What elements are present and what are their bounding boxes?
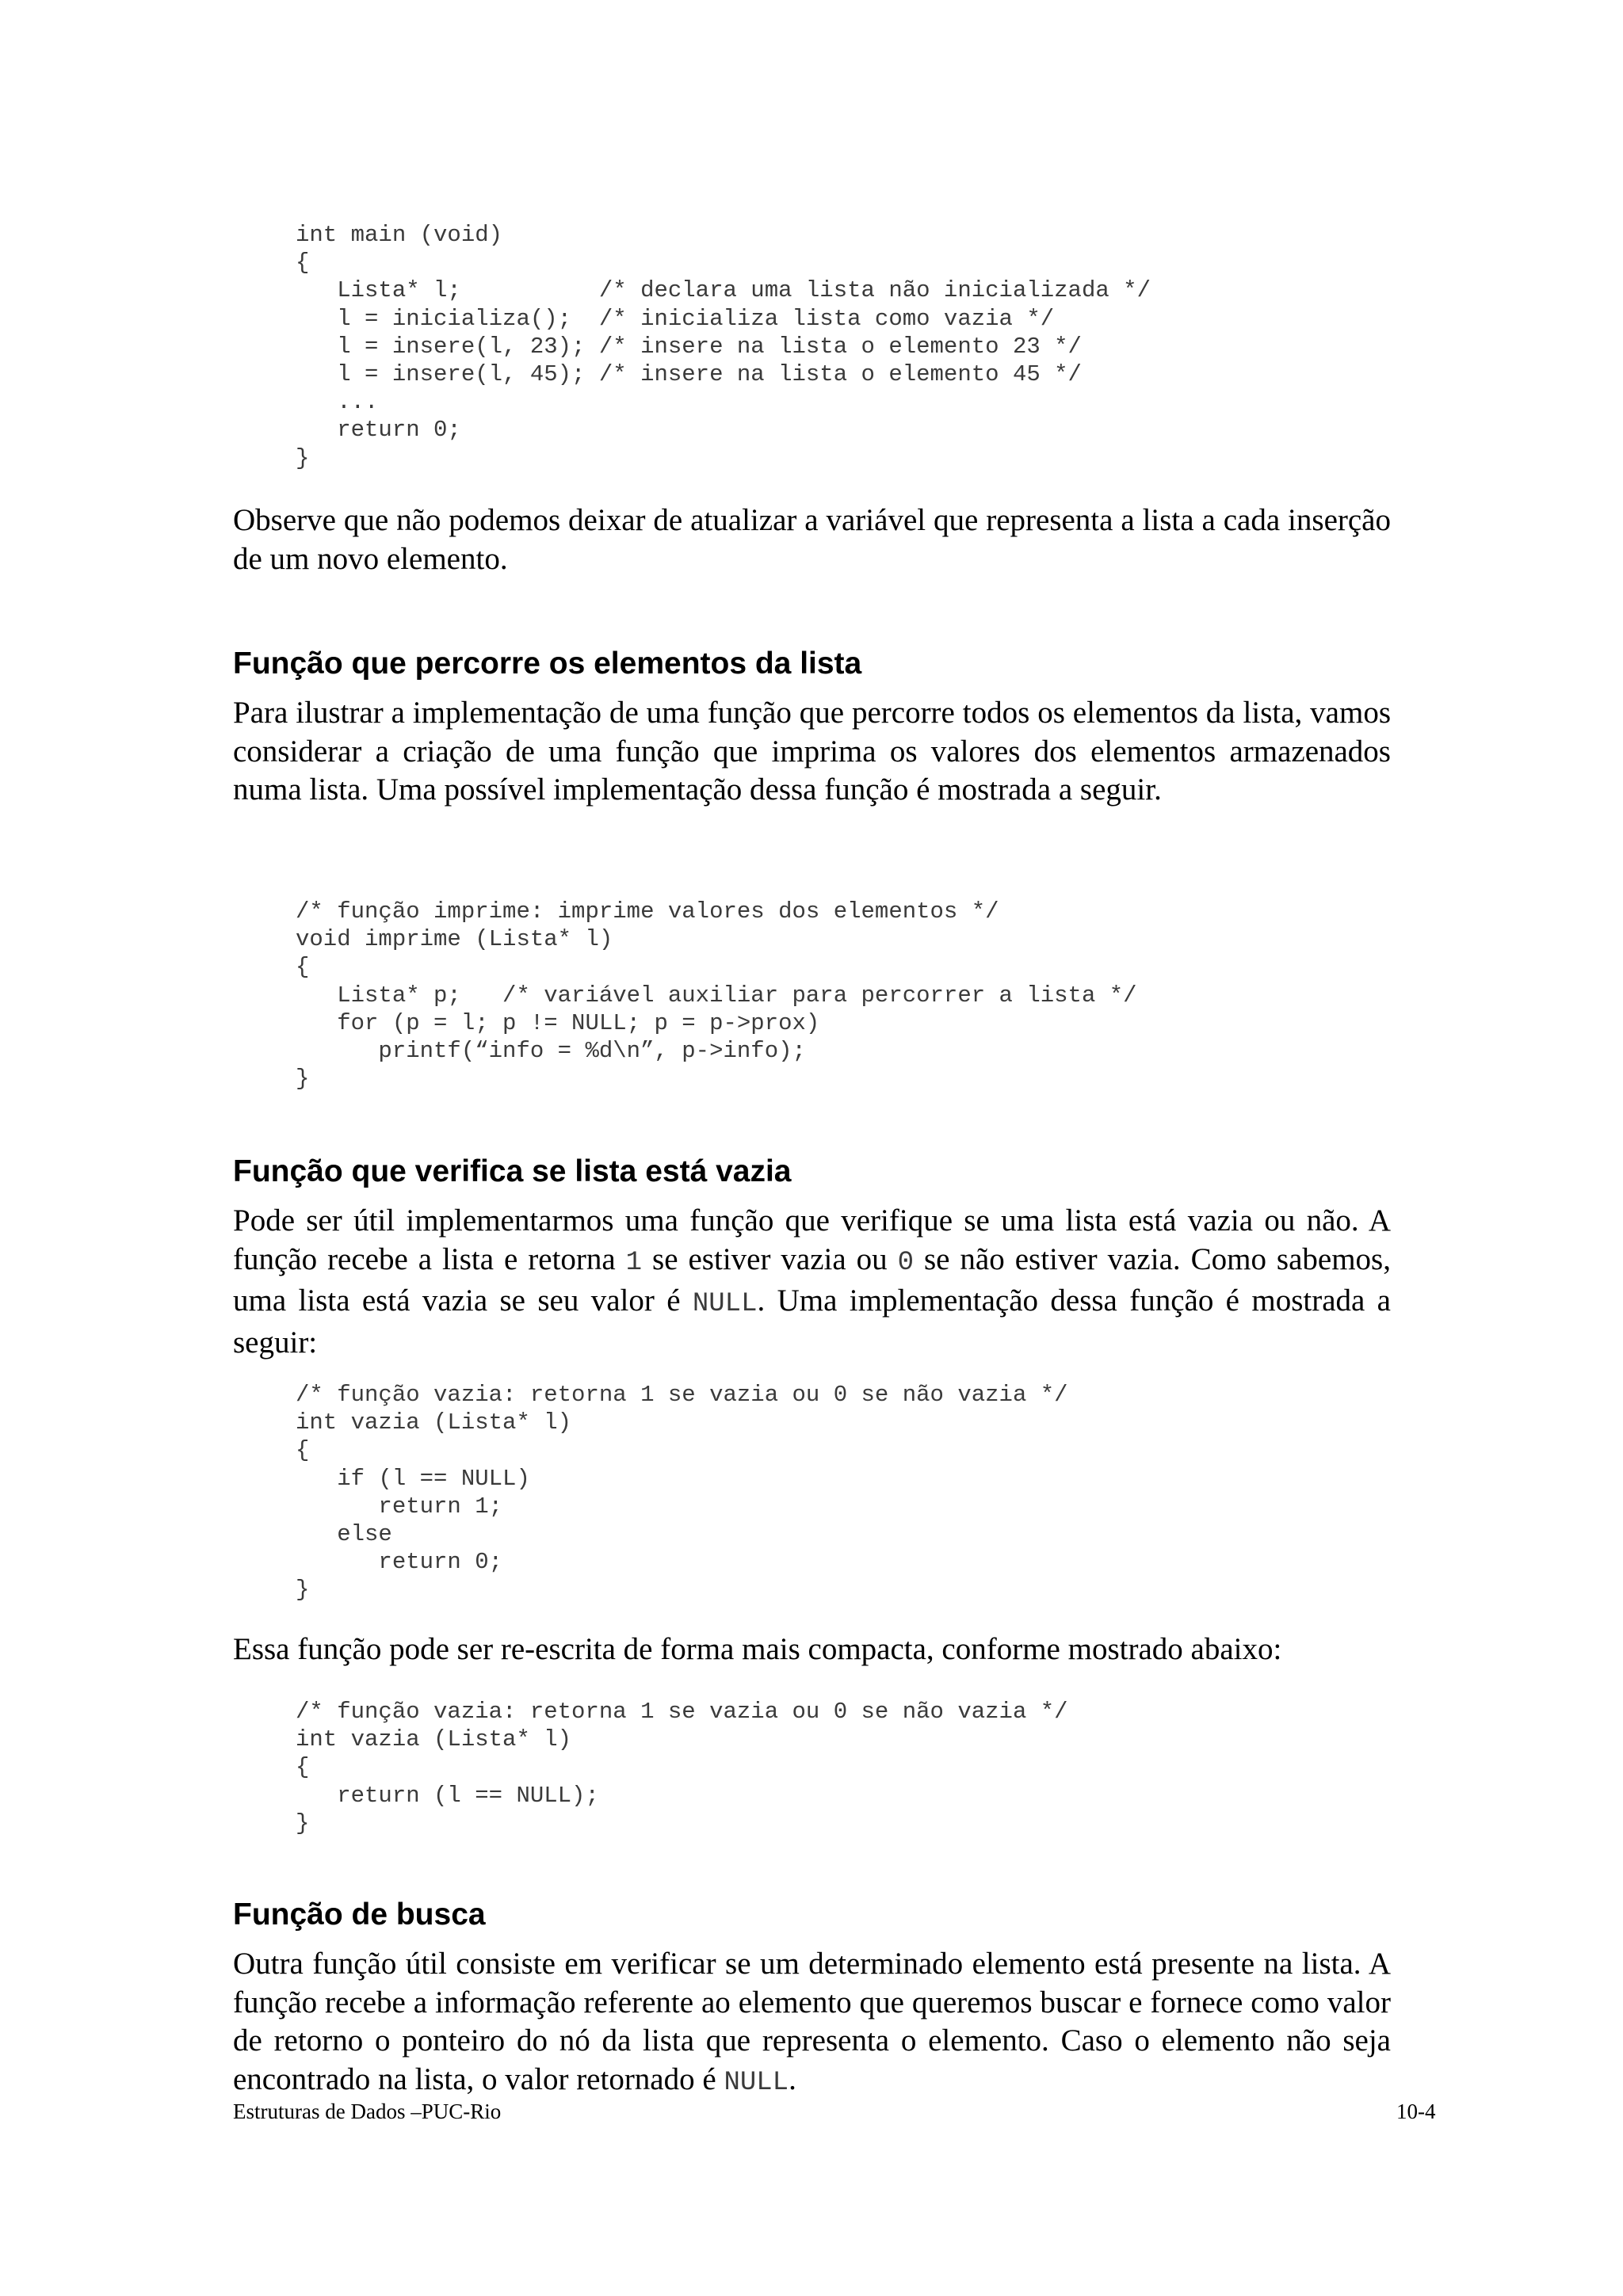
paragraph-compacta: Essa função pode ser re-escrita de forma mais compacta, conforme mostrado abaixo: [233,1632,1282,1666]
code-block-main: int main (void) { Lista* l; /* declara uma lista não inicializada */ l = inicializa(); /* inicializa lista como vazia */ l = insere(l, 23); /* insere na lista o elemento 23 */ l = insere(l, 45); /* insere na lista o elemento 45 */ ... return 0; } [296,222,1151,471]
paragraph-busca [233,1945,1391,2102]
footer-title: Estruturas de Dados –PUC-Rio [233,2100,502,2123]
paragraph-vazia-text-1: Pode ser útil implementarmos uma função que verifique se uma lista está vazia ou não. A função recebe a lista e retorna [233,1203,1391,1276]
paragraph-observe: Observe que não podemos deixar de atualizar a variável que representa a lista a cada inserção de um novo elemento. [233,503,1391,576]
inline-code-zero: 0 [897,1247,915,1278]
code-block-vazia: /* função vazia: retorna 1 se vazia ou 0 se não vazia */ int vazia (Lista* l) { if (l == NULL) return 1; else return 0; } [296,1382,1068,1604]
inline-code-one: 1 [625,1247,643,1278]
page-number: 10-4 [1396,2100,1436,2123]
paragraph-busca-text-2: . [789,2061,796,2096]
inline-code-null: NULL [692,1289,758,1319]
heading-funcao-busca: Função de busca [233,1897,486,1932]
inline-code-null: NULL [724,2067,789,2098]
heading-percorre-elementos: Função que percorre os elementos da lista [233,646,862,681]
paragraph-busca-text-1: Outra função útil consiste em verificar se um determinado elemento está presente na lista. A função recebe a informação referente ao elemento que queremos buscar e fornece como valor de retorno o ponteiro do nó da lista que representa o elemento. Caso o elemento não seja encontrado na lista, o valor retornado é [233,1947,1391,2096]
heading-lista-vazia: Função que verifica se lista está vazia [233,1154,792,1188]
paragraph-percorre: Para ilustrar a implementação de uma função que percorre todos os elementos da lista, vamos considerar a criação de uma função que imprima os valores dos elementos armazenados numa lista. Uma possível implementação dessa função é mostrada a seguir. [233,696,1391,807]
paragraph-vazia [233,1202,1391,1362]
code-block-imprime: /* função imprime: imprime valores dos elementos */ void imprime (Lista* l) { Lista* p; /* variável auxiliar para percorrer a lista */ for (p = l; p != NULL; p = p->prox) printf(“info = %d\n”, p->info); } [296,898,1137,1093]
paragraph-vazia-text-2: se estiver vazia ou [642,1241,898,1276]
paragraph-vazia-text-3: se não estiver vazia. Como sabemos, uma lista está vazia se seu valor é [233,1241,1391,1318]
code-block-vazia-compacta: /* função vazia: retorna 1 se vazia ou 0 se não vazia */ int vazia (Lista* l) { return (l == NULL); } [296,1699,1068,1836]
paragraph-vazia-text-4: . Uma implementação dessa função é mostrada a seguir: [233,1283,1391,1360]
